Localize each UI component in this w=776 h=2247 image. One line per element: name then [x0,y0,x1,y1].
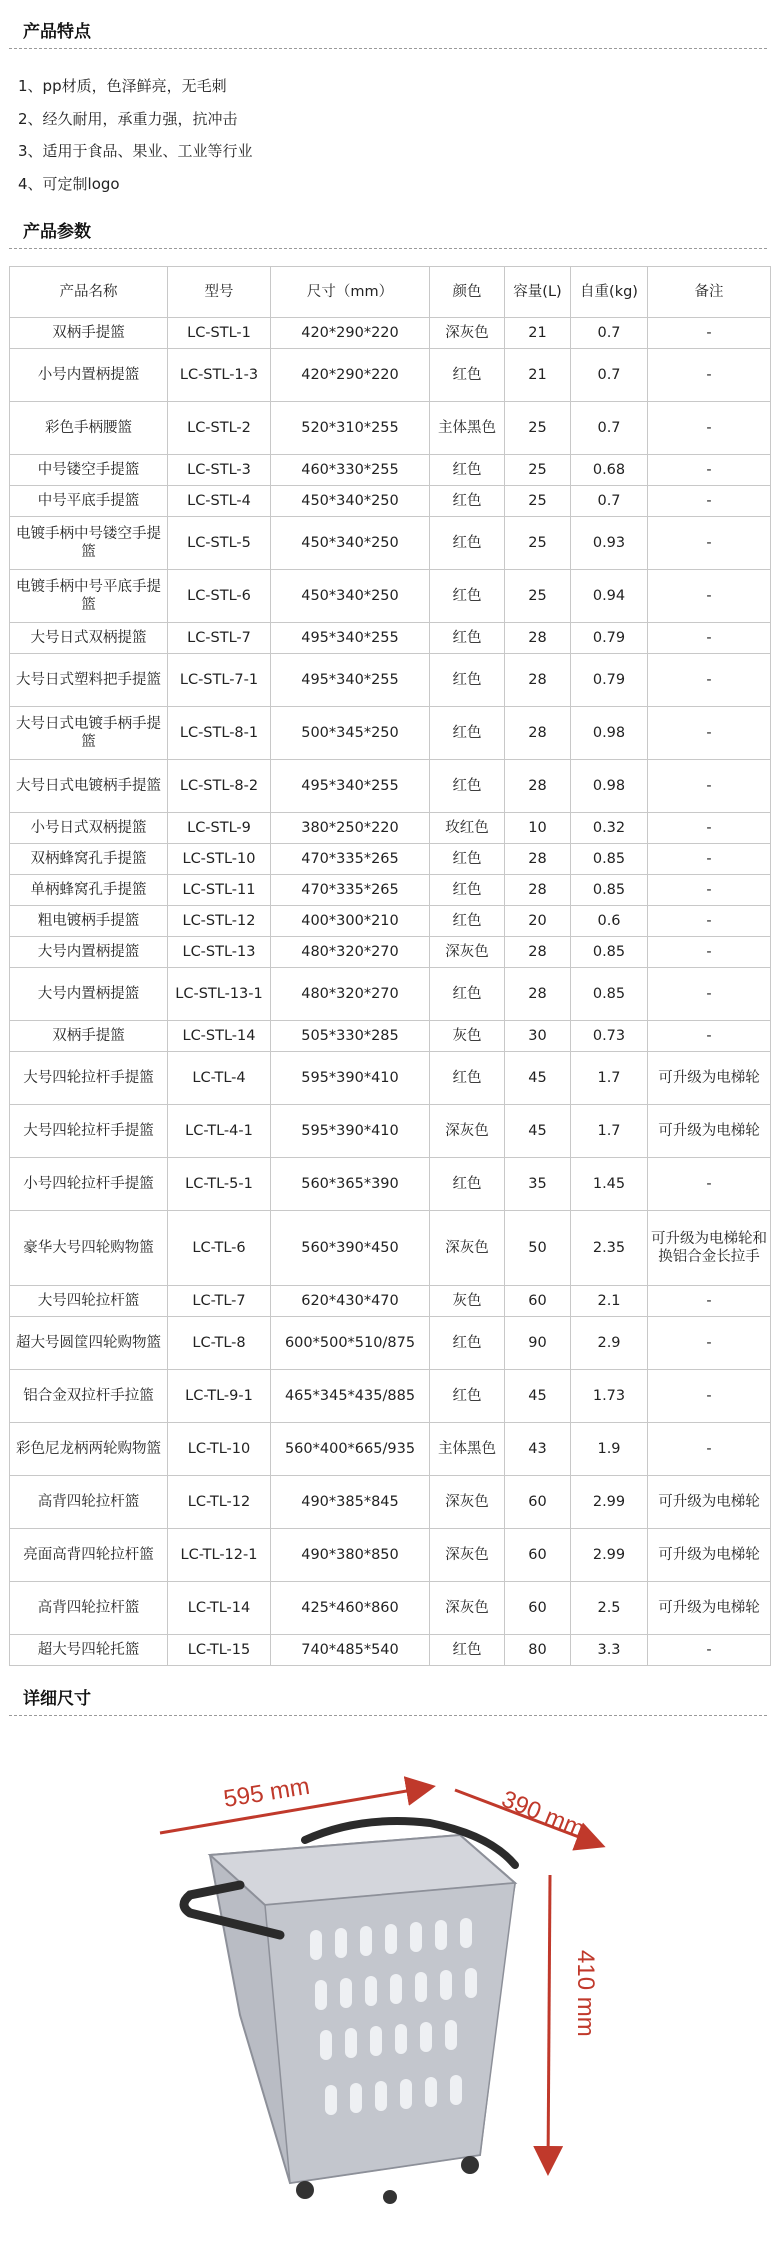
table-cell: 380*250*220 [271,813,430,844]
table-cell: 2.99 [571,1476,648,1529]
table-row [10,1317,771,1370]
table-row [10,570,771,623]
table-cell: LC-STL-3 [168,455,271,486]
table-cell: 2.9 [571,1317,648,1370]
table-cell: - [648,707,771,760]
table-cell: 0.7 [571,486,648,517]
table-cell: 600*500*510/875 [271,1317,430,1370]
section-divider [9,1715,767,1716]
table-cell: 45 [505,1370,571,1423]
table-cell: 25 [505,570,571,623]
table-cell: 红色 [430,1317,505,1370]
table-cell: LC-STL-11 [168,875,271,906]
table-cell: 玫红色 [430,813,505,844]
table-cell: - [648,570,771,623]
table-cell: LC-STL-14 [168,1021,271,1052]
table-cell: 1.7 [571,1052,648,1105]
table-cell: 中号镂空手提篮 [10,455,168,486]
features-section-title: 产品特点 [23,22,91,42]
table-cell: 高背四轮拉杆篮 [10,1476,168,1529]
table-cell: 465*345*435/885 [271,1370,430,1423]
section-divider [9,48,767,49]
table-cell: 45 [505,1105,571,1158]
basket-dimension-illustration [130,1765,650,2215]
table-cell: - [648,654,771,707]
table-cell: 2.99 [571,1529,648,1582]
column-header: 颜色 [430,267,505,318]
table-cell: 大号日式塑料把手提篮 [10,654,168,707]
table-cell: LC-TL-8 [168,1317,271,1370]
params-section-title: 产品参数 [23,222,91,242]
table-cell: - [648,623,771,654]
table-cell: 1.73 [571,1370,648,1423]
table-cell: 灰色 [430,1286,505,1317]
table-row [10,760,771,813]
table-cell: 中号平底手提篮 [10,486,168,517]
table-cell: 0.85 [571,968,648,1021]
table-cell: LC-STL-13-1 [168,968,271,1021]
table-cell: 25 [505,517,571,570]
table-cell: 小号日式双柄提篮 [10,813,168,844]
table-cell: 0.73 [571,1021,648,1052]
feature-item: 1、pp材质，色泽鲜亮，无毛刺 [18,77,227,95]
column-header: 自重(kg) [571,267,648,318]
table-cell: 450*340*250 [271,486,430,517]
feature-item: 2、经久耐用，承重力强，抗冲击 [18,109,238,128]
table-row [10,1158,771,1211]
table-cell: 50 [505,1211,571,1286]
table-cell: 主体黑色 [430,1423,505,1476]
table-cell: 560*390*450 [271,1211,430,1286]
table-cell: LC-STL-1 [168,318,271,349]
table-cell: 高背四轮拉杆篮 [10,1582,168,1635]
table-cell: - [648,1286,771,1317]
table-cell: LC-STL-13 [168,937,271,968]
table-cell: 电镀手柄中号平底手提篮 [10,570,168,623]
table-cell: LC-TL-6 [168,1211,271,1286]
table-cell: 亮面高背四轮拉杆篮 [10,1529,168,1582]
table-row [10,1286,771,1317]
table-cell: 45 [505,1052,571,1105]
table-cell: 10 [505,813,571,844]
table-cell: 0.7 [571,349,648,402]
table-cell: 450*340*250 [271,570,430,623]
table-cell: 500*345*250 [271,707,430,760]
table-cell: 大号日式电镀柄手提篮 [10,760,168,813]
table-cell: 可升级为电梯轮 [648,1529,771,1582]
table-row [10,1635,771,1666]
table-row [10,1423,771,1476]
table-cell: 1.7 [571,1105,648,1158]
spec-table [9,266,771,1666]
table-cell: 红色 [430,1370,505,1423]
table-cell: LC-STL-12 [168,906,271,937]
table-cell: 红色 [430,349,505,402]
table-cell: 0.94 [571,570,648,623]
features-section-header [9,20,767,49]
table-row [10,1529,771,1582]
table-cell: 0.7 [571,402,648,455]
table-cell: - [648,1158,771,1211]
table-cell: - [648,517,771,570]
table-cell: 红色 [430,654,505,707]
table-cell: 红色 [430,1052,505,1105]
table-cell: 可升级为电梯轮 [648,1105,771,1158]
table-row [10,318,771,349]
table-cell: 主体黑色 [430,402,505,455]
table-cell: 深灰色 [430,318,505,349]
table-cell: 深灰色 [430,1582,505,1635]
table-cell: 560*400*665/935 [271,1423,430,1476]
table-cell: 0.32 [571,813,648,844]
table-cell: 28 [505,937,571,968]
table-row [10,517,771,570]
table-cell: 495*340*255 [271,654,430,707]
table-cell: LC-TL-4-1 [168,1105,271,1158]
table-cell: 可升级为电梯轮 [648,1052,771,1105]
table-cell: 0.7 [571,318,648,349]
table-cell: - [648,1423,771,1476]
table-cell: - [648,455,771,486]
table-cell: LC-STL-8-1 [168,707,271,760]
table-row [10,1105,771,1158]
table-cell: 490*385*845 [271,1476,430,1529]
table-cell: 30 [505,1021,571,1052]
size-section-title: 详细尺寸 [23,1689,91,1709]
table-cell: 粗电镀柄手提篮 [10,906,168,937]
table-cell: 0.93 [571,517,648,570]
table-cell: 超大号四轮托篮 [10,1635,168,1666]
table-cell: 双柄蜂窝孔手提篮 [10,844,168,875]
table-cell: 0.98 [571,760,648,813]
table-cell: 21 [505,349,571,402]
table-cell: 大号内置柄提篮 [10,968,168,1021]
table-cell: 35 [505,1158,571,1211]
table-cell: - [648,906,771,937]
table-cell: 铝合金双拉杆手拉篮 [10,1370,168,1423]
table-cell: 420*290*220 [271,349,430,402]
table-cell: 双柄手提篮 [10,318,168,349]
table-cell: 小号内置柄提篮 [10,349,168,402]
table-cell: 490*380*850 [271,1529,430,1582]
table-cell: LC-TL-9-1 [168,1370,271,1423]
table-cell: 红色 [430,1158,505,1211]
table-cell: 单柄蜂窝孔手提篮 [10,875,168,906]
table-cell: 红色 [430,1635,505,1666]
table-cell: 595*390*410 [271,1105,430,1158]
table-cell: 28 [505,875,571,906]
feature-item: 3、适用于食品、果业、工业等行业 [18,142,253,160]
table-cell: 大号四轮拉杆篮 [10,1286,168,1317]
table-cell: 1.45 [571,1158,648,1211]
table-cell: - [648,1370,771,1423]
table-row [10,968,771,1021]
table-cell: 红色 [430,906,505,937]
table-cell: 470*335*265 [271,875,430,906]
table-cell: - [648,875,771,906]
table-cell: 25 [505,402,571,455]
table-cell: 2.1 [571,1286,648,1317]
table-row [10,455,771,486]
table-row [10,1370,771,1423]
table-row [10,1476,771,1529]
table-cell: 红色 [430,707,505,760]
table-cell: 60 [505,1286,571,1317]
feature-item: 4、可定制logo [18,174,120,193]
table-cell: 80 [505,1635,571,1666]
table-cell: - [648,402,771,455]
table-cell: 0.79 [571,623,648,654]
table-cell: 470*335*265 [271,844,430,875]
table-cell: 21 [505,318,571,349]
table-cell: LC-STL-1-3 [168,349,271,402]
table-cell: 495*340*255 [271,623,430,654]
table-row [10,844,771,875]
table-cell: - [648,813,771,844]
table-cell: 红色 [430,517,505,570]
table-cell: 28 [505,654,571,707]
table-cell: 400*300*210 [271,906,430,937]
table-cell: LC-TL-12 [168,1476,271,1529]
table-cell: LC-STL-7-1 [168,654,271,707]
table-cell: 电镀手柄中号镂空手提篮 [10,517,168,570]
table-cell: 红色 [430,623,505,654]
table-cell: LC-STL-2 [168,402,271,455]
table-cell: 505*330*285 [271,1021,430,1052]
table-cell: 620*430*470 [271,1286,430,1317]
table-cell: 彩色手柄腰篮 [10,402,168,455]
table-cell: 超大号圆筐四轮购物篮 [10,1317,168,1370]
column-header: 备注 [648,267,771,318]
table-cell: 480*320*270 [271,968,430,1021]
table-cell: 红色 [430,968,505,1021]
table-cell: 520*310*255 [271,402,430,455]
table-row [10,813,771,844]
table-cell: 可升级为电梯轮 [648,1582,771,1635]
table-cell: 740*485*540 [271,1635,430,1666]
column-header: 尺寸（mm） [271,267,430,318]
table-cell: LC-STL-8-2 [168,760,271,813]
table-cell: 425*460*860 [271,1582,430,1635]
table-cell: 60 [505,1476,571,1529]
table-cell: 0.68 [571,455,648,486]
table-row [10,875,771,906]
table-cell: LC-TL-14 [168,1582,271,1635]
table-cell: 2.35 [571,1211,648,1286]
shopping-basket-image [184,1821,515,2204]
table-cell: 20 [505,906,571,937]
table-cell: 小号四轮拉杆手提篮 [10,1158,168,1211]
size-section-header [9,1687,767,1716]
table-cell: 420*290*220 [271,318,430,349]
table-row [10,1211,771,1286]
width-dimension-label: 390 mm [497,1785,589,1844]
table-row [10,402,771,455]
table-cell: - [648,937,771,968]
table-cell: 深灰色 [430,1529,505,1582]
table-cell: 灰色 [430,1021,505,1052]
table-row [10,707,771,760]
table-cell: LC-STL-7 [168,623,271,654]
table-row [10,486,771,517]
table-cell: LC-STL-5 [168,517,271,570]
height-dimension-label: 410 mm [572,1950,599,2037]
table-cell: 0.85 [571,844,648,875]
table-cell: 0.98 [571,707,648,760]
table-cell: - [648,760,771,813]
table-cell: 595*390*410 [271,1052,430,1105]
table-header-row [10,267,771,318]
table-cell: 1.9 [571,1423,648,1476]
table-cell: 480*320*270 [271,937,430,968]
table-cell: 红色 [430,844,505,875]
table-cell: - [648,349,771,402]
table-cell: 深灰色 [430,1105,505,1158]
table-cell: 深灰色 [430,1211,505,1286]
table-cell: 豪华大号四轮购物篮 [10,1211,168,1286]
table-cell: 红色 [430,570,505,623]
table-cell: - [648,968,771,1021]
table-cell: 60 [505,1582,571,1635]
table-cell: 0.79 [571,654,648,707]
column-header: 容量(L) [505,267,571,318]
table-cell: 红色 [430,760,505,813]
table-cell: - [648,1021,771,1052]
table-cell: LC-STL-6 [168,570,271,623]
table-cell: LC-TL-5-1 [168,1158,271,1211]
table-cell: - [648,1317,771,1370]
column-header: 产品名称 [10,267,168,318]
table-row [10,349,771,402]
params-section-header [9,220,767,249]
table-cell: 0.85 [571,937,648,968]
table-cell: 红色 [430,486,505,517]
table-cell: - [648,486,771,517]
table-cell: 28 [505,707,571,760]
table-cell: LC-STL-9 [168,813,271,844]
table-cell: 3.3 [571,1635,648,1666]
table-cell: 彩色尼龙柄两轮购物篮 [10,1423,168,1476]
table-cell: LC-TL-15 [168,1635,271,1666]
length-dimension-label: 595 mm [221,1772,312,1813]
table-cell: LC-TL-12-1 [168,1529,271,1582]
table-row [10,1582,771,1635]
table-cell: 红色 [430,455,505,486]
table-cell: 28 [505,844,571,875]
table-row [10,937,771,968]
table-cell: 可升级为电梯轮和换铝合金长拉手 [648,1211,771,1286]
table-cell: 大号日式双柄提篮 [10,623,168,654]
table-cell: 25 [505,455,571,486]
table-cell: 460*330*255 [271,455,430,486]
table-cell: 560*365*390 [271,1158,430,1211]
table-cell: - [648,318,771,349]
table-cell: 双柄手提篮 [10,1021,168,1052]
section-divider [9,248,767,249]
table-cell: 深灰色 [430,1476,505,1529]
table-cell: 深灰色 [430,937,505,968]
table-cell: 28 [505,623,571,654]
table-cell: 60 [505,1529,571,1582]
column-header: 型号 [168,267,271,318]
table-cell: 28 [505,968,571,1021]
table-cell: 大号四轮拉杆手提篮 [10,1105,168,1158]
table-row [10,623,771,654]
table-cell: 495*340*255 [271,760,430,813]
table-cell: LC-STL-10 [168,844,271,875]
table-cell: 28 [505,760,571,813]
table-cell: LC-STL-4 [168,486,271,517]
table-row [10,654,771,707]
table-cell: 红色 [430,875,505,906]
table-row [10,906,771,937]
features-list [18,70,253,200]
table-cell: LC-TL-7 [168,1286,271,1317]
table-row [10,1021,771,1052]
table-cell: 43 [505,1423,571,1476]
table-cell: 可升级为电梯轮 [648,1476,771,1529]
table-cell: 450*340*250 [271,517,430,570]
table-cell: - [648,1635,771,1666]
table-cell: LC-TL-10 [168,1423,271,1476]
table-row [10,1052,771,1105]
table-cell: 大号内置柄提篮 [10,937,168,968]
table-cell: 大号四轮拉杆手提篮 [10,1052,168,1105]
table-cell: 2.5 [571,1582,648,1635]
table-cell: LC-TL-4 [168,1052,271,1105]
table-cell: - [648,844,771,875]
table-cell: 25 [505,486,571,517]
table-cell: 0.6 [571,906,648,937]
table-cell: 0.85 [571,875,648,906]
table-cell: 大号日式电镀手柄手提篮 [10,707,168,760]
table-cell: 90 [505,1317,571,1370]
